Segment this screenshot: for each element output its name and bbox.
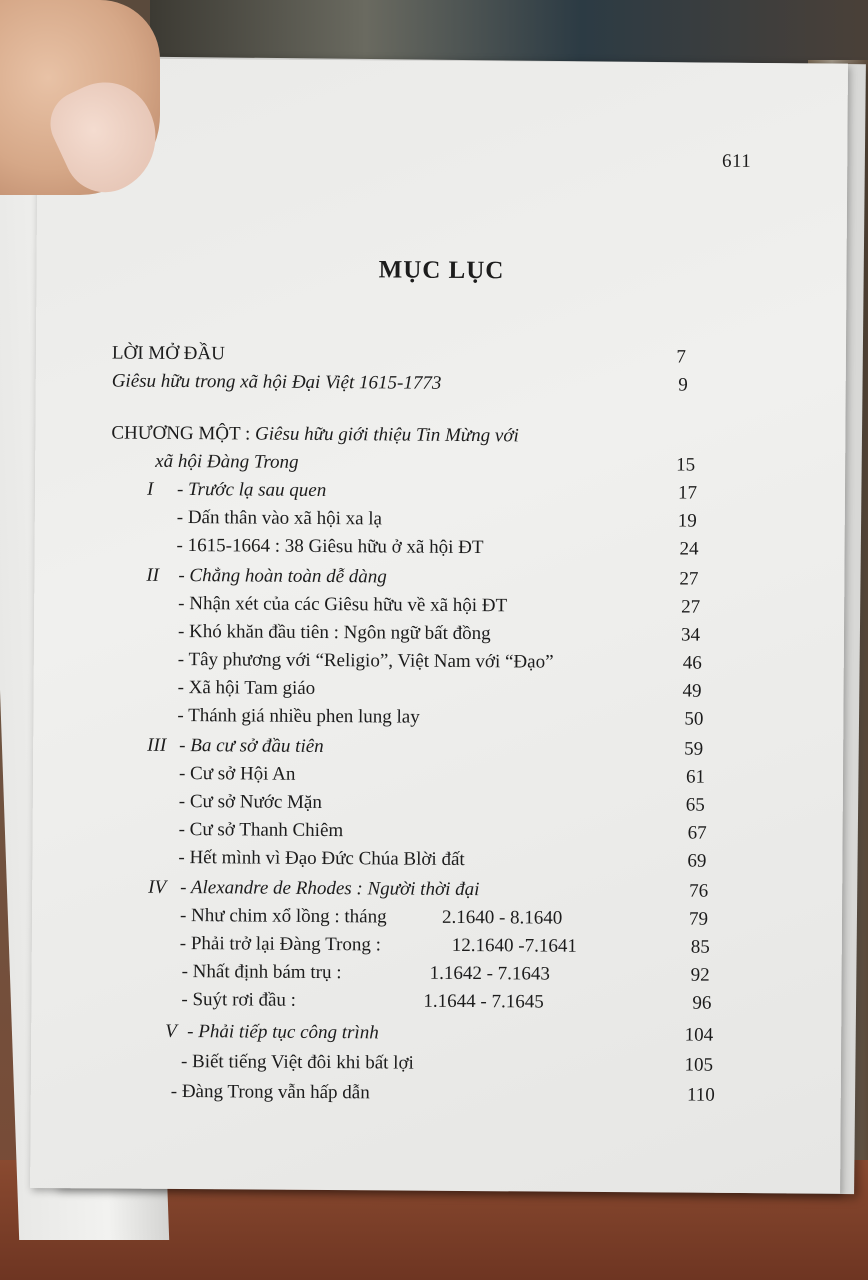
toc-entry-label: - Xã hội Tam giáo: [177, 676, 316, 699]
toc-entry-label: - Biết tiếng Việt đôi khi bất lợi: [180, 1051, 414, 1074]
toc-entry-label: LỜI MỞ ĐẦU: [111, 342, 225, 365]
toc-entry-dates: 2.1640 - 8.1640: [441, 906, 563, 929]
toc-entry-page: 27: [681, 596, 701, 618]
chapter-title: Giêsu hữu giới thiệu Tin Mừng với: [255, 423, 519, 447]
toc-entry-page: 67: [687, 822, 707, 844]
toc-entry-page: 7: [676, 346, 687, 368]
toc-entry-page: 17: [677, 482, 698, 504]
toc-section-numeral: II: [146, 564, 160, 586]
toc-section-numeral: IV: [148, 876, 167, 898]
toc-entry-page: 65: [685, 794, 705, 816]
book-page: [30, 58, 848, 1194]
page-title: MỤC LỤC: [378, 256, 505, 285]
toc-entry-page: 46: [682, 652, 702, 674]
toc-entry-page: 69: [687, 850, 707, 872]
toc-entry-dates: 12.1640 -7.1641: [451, 934, 577, 957]
toc-entry-label: - Nhận xét của các Giêsu hữu về xã hội ĐT: [178, 592, 508, 617]
toc-entry-page: 79: [688, 908, 709, 930]
toc-entry-label: Giêsu hữu trong xã hội Đại Việt 1615-1773: [111, 370, 442, 394]
toc-entry-label: - Hết mình vì Đạo Đức Chúa Blời đất: [178, 847, 465, 870]
toc-entry-page: 105: [684, 1054, 714, 1076]
toc-entry-page: 19: [677, 510, 697, 532]
toc-entry-page: 27: [679, 568, 699, 590]
toc-entry-page: 85: [690, 936, 710, 958]
toc-entry-label: - Trước lạ sau quen: [176, 478, 327, 502]
toc-entry-label: xã hội Đàng Trong: [155, 450, 299, 473]
toc-entry-label: - Cư sở Nước Mặn: [178, 791, 322, 813]
toc-entry-label: - Nhất định bám trụ :: [181, 961, 342, 984]
toc-entry-page: 59: [684, 738, 704, 760]
toc-entry-label: - Thánh giá nhiều phen lung lay: [177, 704, 420, 728]
toc-entry-label: - Đàng Trong vẫn hấp dẫn: [170, 1080, 370, 1104]
toc-entry-label: - Dấn thân vào xã hội xa lạ: [176, 506, 383, 530]
toc-entry-label: - Alexandre de Rhodes : Người thời đại: [180, 877, 480, 901]
toc-entry-page: 110: [686, 1084, 715, 1106]
chapter-prefix: CHƯƠNG MỘT :: [111, 422, 256, 445]
toc-section-numeral: V: [165, 1020, 177, 1042]
toc-entry-page: 24: [679, 538, 699, 560]
toc-entry-label: - Cư sở Thanh Chiêm: [178, 819, 344, 842]
toc-entry-page: 50: [684, 708, 704, 730]
toc-entry-label: - Chẳng hoàn toàn dễ dàng: [178, 564, 387, 588]
toc-entry-label: - 1615-1664 : 38 Giêsu hữu ở xã hội ĐT: [176, 534, 484, 559]
toc-chapter-heading: [111, 423, 519, 448]
toc-entry-label: - Như chim xổ lồng : tháng: [179, 905, 387, 928]
toc-entry-page: 34: [680, 624, 701, 646]
toc-entry-page: 61: [685, 766, 706, 788]
toc-entry-page: 76: [689, 880, 709, 902]
toc-entry-page: 96: [692, 992, 712, 1014]
toc-entry-dates: 1.1644 - 7.1645: [423, 990, 544, 1013]
toc-entry-dates: 1.1642 - 7.1643: [429, 962, 551, 985]
toc-entry-page: 9: [678, 374, 688, 396]
toc-entry-label: - Cư sở Hội An: [178, 763, 296, 785]
toc-entry-page: 49: [682, 680, 702, 702]
toc-entry-label: - Khó khăn đầu tiên : Ngôn ngữ bất đồng: [177, 620, 491, 645]
toc-entry-label: - Phải tiếp tục công trình: [187, 1021, 379, 1044]
toc-entry-label: - Phải trở lại Đàng Trong :: [179, 933, 381, 956]
page-number: 611: [721, 150, 752, 172]
toc-section-numeral: I: [146, 478, 154, 500]
toc-entry-page: 104: [684, 1024, 714, 1046]
toc-entry-page: 92: [690, 964, 710, 986]
toc-entry-label: - Suýt rơi đầu :: [181, 989, 297, 1011]
toc-section-numeral: III: [147, 734, 167, 756]
toc-entry-label: - Tây phương với “Religio”, Việt Nam với “Đạo”: [177, 648, 554, 673]
toc-entry-label: - Ba cư sở đầu tiên: [179, 735, 324, 758]
toc-entry-page: 15: [676, 454, 696, 476]
